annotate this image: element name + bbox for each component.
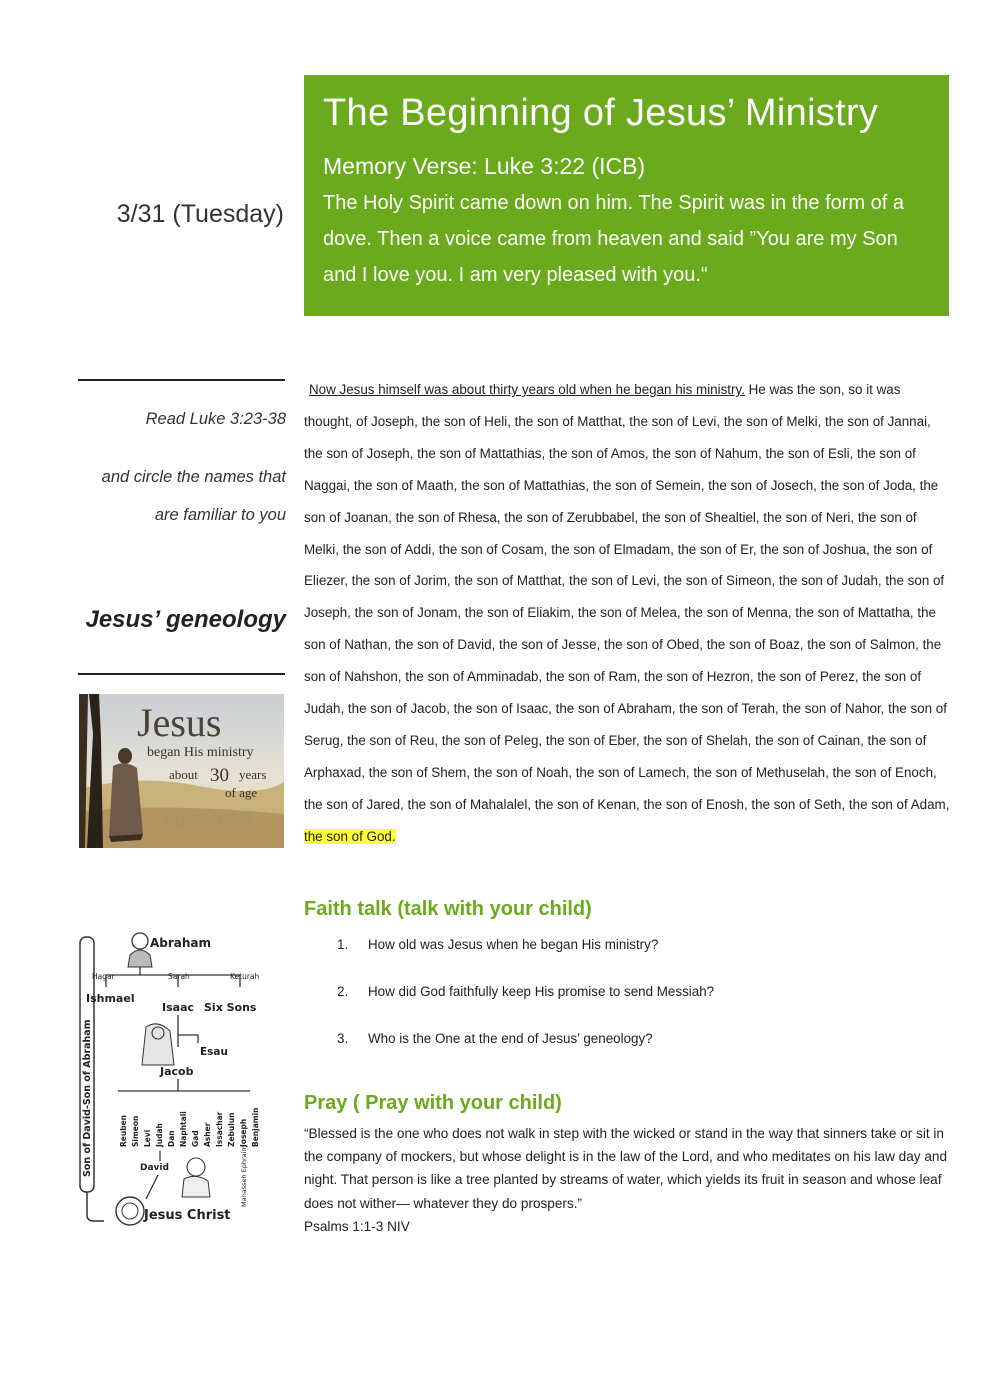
tree-keturah: Keturah (230, 972, 260, 981)
question-number: 1. (337, 937, 349, 952)
tree-son-joseph: Joseph (239, 1118, 248, 1147)
prayer-block (304, 1122, 950, 1238)
passage-highlighted-text: the son of God. (304, 828, 396, 844)
tree-six-sons: Six Sons (204, 1001, 257, 1014)
tree-esau: Esau (200, 1046, 228, 1058)
jesus-image-line1: began His ministry (147, 745, 254, 760)
scripture-passage (304, 374, 950, 853)
tree-son-naphtali: Naphtali (179, 1111, 188, 1147)
tree-son-issachar: Issachar (215, 1111, 224, 1147)
jesus-image-age-number: 30 (210, 765, 229, 786)
memory-verse-label: Memory Verse: Luke 3:22 (ICB) (323, 153, 646, 179)
jesus-image-line3: of age (225, 785, 258, 800)
pray-heading: Pray ( Pray with your child) (304, 1092, 562, 1114)
geneology-title: Jesus’ geneology (85, 606, 286, 633)
divider-top (78, 379, 285, 381)
question-item (337, 984, 714, 1031)
reading-instruction-line1: Read Luke 3:23-38 (145, 410, 286, 428)
tree-son-zebulun: Zebulun (227, 1112, 236, 1147)
prayer-text: “Blessed is the one who does not walk in step with the wicked or stand in the way that sinners take or sit in the company of mockers, but whose delight is in the law of the Lord, and who meditates on his law day and night. That person is like a tree planted by streams of water, which yields its fruit in season and whose leaf does not wither— whatever they do prospers.” (304, 1126, 948, 1211)
passage-underlined-text: Now Jesus himself was about thirty years old when he began his ministry. (309, 382, 745, 397)
tree-abraham: Abraham (150, 936, 212, 950)
question-item (337, 1031, 714, 1078)
tree-hagar: Hagar (92, 972, 115, 981)
tree-david: David (140, 1163, 169, 1173)
faith-talk-heading: Faith talk (talk with your child) (304, 898, 592, 920)
faith-talk-questions (337, 937, 714, 1078)
jesus-image-years: years (239, 767, 267, 782)
question-text: Who is the One at the end of Jesus’ geneology? (368, 1031, 653, 1046)
tree-son-reuben: Reuben (119, 1115, 128, 1147)
tree-son-levi: Levi (143, 1129, 152, 1147)
question-item (337, 937, 714, 984)
reading-instruction (60, 400, 286, 534)
jesus-image-title: Jesus (137, 700, 222, 745)
question-text: How old was Jesus when he began His ministry? (368, 937, 659, 952)
divider-bottom (78, 673, 285, 675)
memory-verse-text: The Holy Spirit came down on him. The Spirit was in the form of a dove. Then a voice came from heaven and said ”You are my Son and I love you. I am very pleased with you.“ (323, 192, 904, 286)
tree-sons-of-joseph: Manasseh Ephraim (240, 1145, 248, 1207)
reading-instruction-line3: are familiar to you (154, 506, 286, 524)
memory-verse-box (304, 75, 949, 316)
jesus-ministry-image (79, 694, 284, 848)
tree-son-gad: Gad (191, 1130, 200, 1147)
tree-son-asher: Asher (203, 1122, 212, 1147)
tree-sarah: Sarah (168, 972, 190, 981)
question-number: 2. (337, 984, 349, 999)
family-tree-image (78, 915, 288, 1235)
jesus-image-about: about (169, 767, 198, 782)
question-number: 3. (337, 1031, 349, 1046)
prayer-reference: Psalms 1:1-3 NIV (304, 1218, 410, 1234)
jesus-image-reference: Luke 3:23 (163, 809, 251, 831)
passage-body-text: He was the son, so it was thought, of Joseph, the son of Heli, the son of Matthat, the son of Levi, the son of Melki, the son of Jannai, the son of Joseph, the son of Mattathias, the son of Amos, the son of Nahum, the son of Esli, the son of Naggai, the son of Maath, the son of Mattathias, the son of Semein, the son of Josech, the son of Joda, the son of Joanan, the son of Rhesa, the son of Zerubbabel, the son of Shealtiel, the son of Neri, the son of Melki, the son of Addi, the son of Cosam, the son of Elmadam, the son of Er, the son of Joshua, the son of Eliezer, the son of Jorim, the son of Matthat, the son of Levi, the son of Simeon, the son of Judah, the son of Joseph, the son of Jonam, the son of Eliakim, the son of Melea, the son of Menna, the son of Mattatha, the son of Nathan, the son of David, the son of Jesse, the son of Obed, the son of Boaz, the son of Salmon, the son of Nahshon, the son of Amminadab, the son of Ram, the son of Hezron, the son of Perez, the son of Judah, the son of Jacob, the son of Isaac, the son of Abraham, the son of Terah, the son of Nahor, the son of Serug, the son of Reu, the son of Peleg, the son of Eber, the son of Shelah, the son of Cainan, the son of Arphaxad, the son of Shem, the son of Noah, the son of Lamech, the son of Methuselah, the son of Enoch, the son of Jared, the son of Mahalalel, the son of Kenan, the son of Enosh, the son of Seth, the son of Adam, (304, 382, 950, 812)
date-label: 3/31 (Tuesday) (116, 200, 284, 228)
tree-son-judah: Judah (155, 1123, 164, 1147)
question-text: How did God faithfully keep His promise to send Messiah? (368, 984, 715, 999)
tree-son-simeon: Simeon (131, 1115, 140, 1147)
tree-jesus-christ: Jesus Christ (144, 1208, 231, 1223)
tree-son-benjamin: Benjamin (251, 1107, 260, 1147)
tree-isaac: Isaac (162, 1001, 195, 1014)
page-title: The Beginning of Jesus’ Ministry (323, 92, 879, 134)
tree-ishmael: Ishmael (86, 992, 135, 1005)
tree-jacob: Jacob (160, 1065, 194, 1078)
reading-instruction-line2: and circle the names that (101, 468, 286, 486)
tree-son-dan: Dan (167, 1130, 176, 1147)
tree-side-banner: Son of David-Son of Abraham (82, 1019, 93, 1177)
